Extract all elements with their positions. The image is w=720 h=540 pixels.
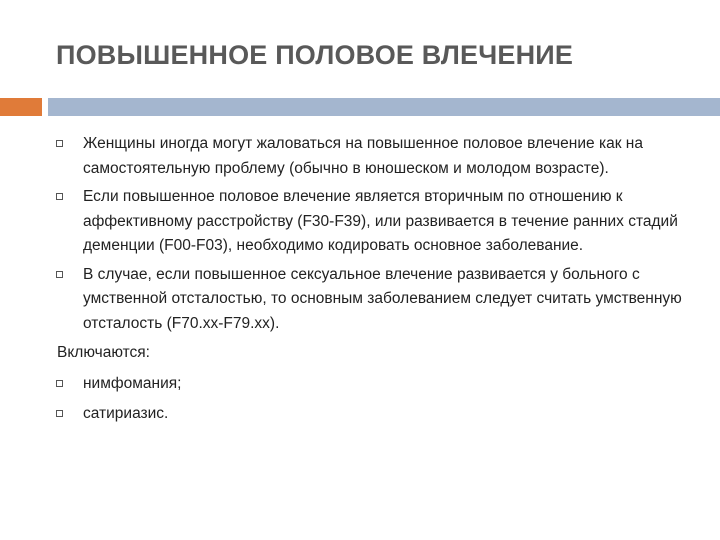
- include-item-text: нимфомания;: [83, 374, 182, 392]
- accent-bar-orange: [0, 98, 42, 116]
- bullet-item: [54, 185, 694, 259]
- includes-label: Включаются:: [57, 344, 150, 361]
- square-bullet-icon: [56, 193, 63, 200]
- square-bullet-icon: [56, 140, 63, 147]
- include-item: [54, 402, 694, 427]
- square-bullet-icon: [56, 380, 63, 387]
- bullet-text: Женщины иногда могут жаловаться на повышенное половое влечение как на самостоятельную проблему (обычно в юношеском и молодом возрасте).: [83, 135, 643, 177]
- bullet-text: В случае, если повышенное сексуальное влечение развивается у больного с умственной отсталостью, то основным заболеванием следует считать умственную отсталость (F70.xx-F79.xx).: [83, 265, 682, 332]
- slide-body: [54, 132, 694, 427]
- include-item: [54, 372, 694, 397]
- slide-title: ПОВЫШЕННОЕ ПОЛОВОЕ ВЛЕЧЕНИЕ: [56, 40, 574, 70]
- include-item-text: сатириазис.: [83, 405, 169, 422]
- square-bullet-icon: [56, 410, 63, 417]
- bullet-text: Если повышенное половое влечение является вторичным по отношению к аффективному расстройству (F30-F39), или развивается в течение ранних стадий деменции (F00-F03), необходимо кодировать основное заболевание.: [83, 188, 678, 254]
- square-bullet-icon: [56, 271, 63, 278]
- bullet-item: [54, 132, 694, 181]
- bullet-item: [54, 263, 694, 337]
- accent-bar-blue: [48, 98, 720, 116]
